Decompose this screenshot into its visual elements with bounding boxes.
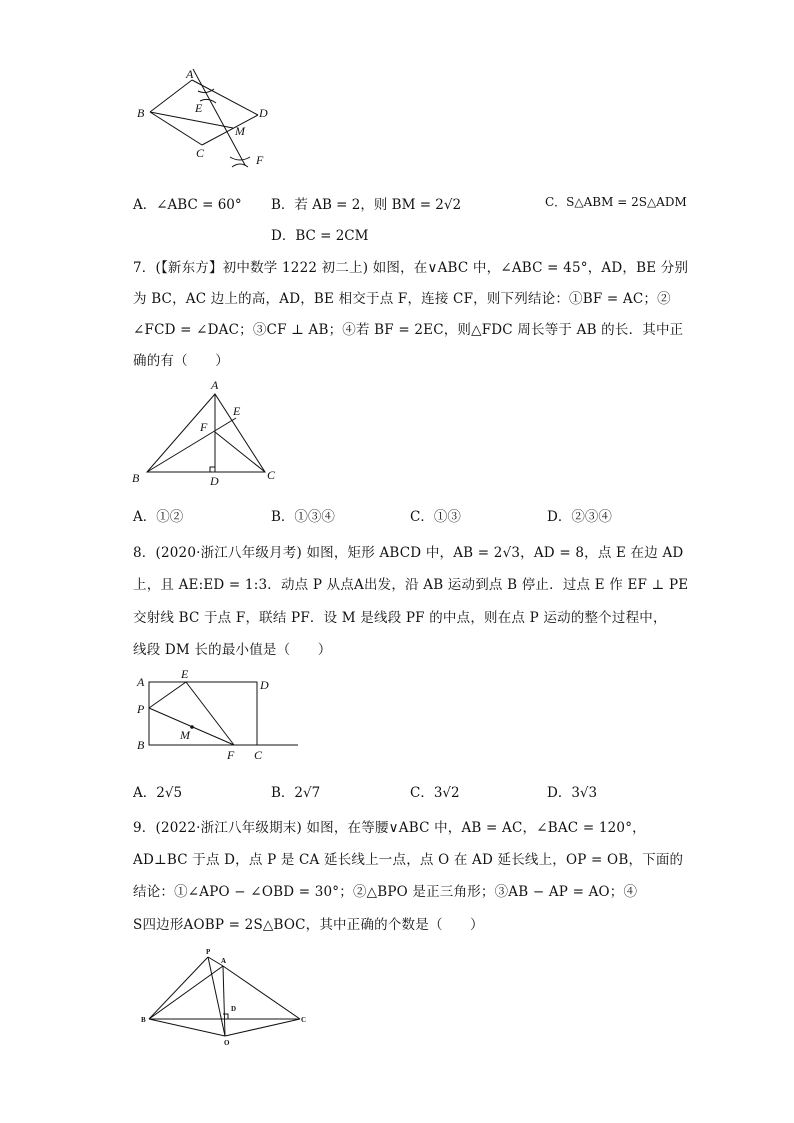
fig6-label-a: A — [186, 67, 194, 81]
q7-option-b[interactable]: B．①③④ — [271, 509, 335, 525]
q6-option-a[interactable]: A．∠ABC = 60° — [133, 197, 242, 213]
q7-option-d[interactable]: D．②③④ — [547, 509, 612, 525]
fig7-label-d: D — [210, 474, 219, 488]
fig7-label-b: B — [132, 471, 140, 485]
q8-option-d[interactable]: D．3√3 — [547, 785, 598, 801]
q8-option-b[interactable]: B．2√7 — [271, 785, 321, 801]
fig9-label-a: A — [221, 957, 227, 965]
fig6-label-m: M — [235, 124, 245, 138]
q8-line-1: 8．(2020·浙江八年级月考) 如图，矩形 ABCD 中，AB = 2√3，AD = 8，点 E 在边 AD — [133, 545, 684, 561]
q6-option-b[interactable]: B．若 AB = 2，则 BM = 2√2 — [271, 197, 462, 213]
q8-option-a[interactable]: A．2√5 — [133, 785, 183, 801]
fig9-label-p: P — [206, 948, 211, 956]
q8-line-2: 上，且 AE:ED = 1:3．动点 P 从点A出发，沿 AB 运动到点 B 停止．过点 E 作 EF ⊥ PE — [133, 577, 689, 593]
fig8-label-p: P — [137, 702, 145, 716]
fig9-label-c: C — [301, 1016, 307, 1024]
figure-q8 — [130, 665, 305, 765]
q8-line-3: 交射线 BC 于点 F，联结 PF．设 M 是线段 PF 的中点，则在点 P 运动的整个过程中， — [133, 610, 667, 626]
q9-line-2: AD⊥BC 于点 D，点 P 是 CA 延长线上一点，点 O 在 AD 延长线上，OP = OB，下面的 — [133, 852, 684, 868]
fig6-label-d: D — [259, 106, 268, 120]
fig7-label-f: F — [200, 420, 208, 434]
figure-q6 — [130, 65, 280, 175]
q8-line-4: 线段 DM 长的最小值是（ ） — [133, 642, 332, 658]
figure-q7 — [130, 378, 290, 488]
q7-option-a[interactable]: A．①② — [133, 509, 184, 525]
fig8-label-f: F — [227, 748, 235, 762]
fig6-label-f: F — [256, 153, 264, 167]
fig8-label-e: E — [181, 667, 189, 681]
q7-option-c[interactable]: C．①③ — [410, 509, 461, 525]
q8-option-c[interactable]: C．3√2 — [410, 785, 460, 801]
fig6-label-b: B — [137, 106, 145, 120]
fig8-label-c: C — [254, 748, 263, 762]
q7-line-4: 确的有（ ） — [133, 353, 229, 369]
figure-q9 — [135, 945, 320, 1055]
q6-option-c[interactable]: C．S△ABM = 2S△ADM — [545, 195, 687, 209]
q7-line-1: 7．(【新东方】初中数学 1222 初二上) 如图，在∨ABC 中，∠ABC = 45°，AD，BE 分别 — [133, 260, 689, 276]
fig9-label-d: D — [231, 1005, 237, 1013]
fig6-label-c: C — [196, 146, 205, 160]
q7-line-3: ∠FCD = ∠DAC；③CF ⊥ AB；④若 BF = 2EC，则△FDC 周长等于 AB 的长．其中正 — [133, 322, 684, 338]
q9-line-1: 9．(2022·浙江八年级期末) 如图，在等腰∨ABC 中，AB = AC，∠BAC = 120°， — [133, 820, 646, 836]
fig8-label-b: B — [137, 738, 145, 752]
fig7-label-c: C — [267, 468, 276, 482]
fig8-label-a: A — [137, 675, 145, 689]
fig7-label-e: E — [233, 404, 241, 418]
fig8-label-m: M — [180, 728, 190, 742]
fig9-label-b: B — [141, 1016, 146, 1024]
q6-option-d[interactable]: D．BC = 2CM — [271, 228, 369, 244]
fig8-label-d: D — [260, 678, 269, 692]
q9-line-4: S四边形AOBP = 2S△BOC，其中正确的个数是（ ） — [133, 917, 484, 933]
fig6-label-e: E — [195, 101, 203, 115]
q7-line-2: 为 BC，AC 边上的高，AD，BE 相交于点 F，连接 CF，则下列结论：①BF = AC；② — [133, 291, 671, 307]
fig9-label-o: O — [224, 1039, 230, 1047]
q9-line-3: 结论：①∠APO − ∠OBD = 30°；②△BPO 是正三角形；③AB − AP = AO；④ — [133, 884, 638, 900]
fig7-label-a: A — [211, 378, 219, 392]
